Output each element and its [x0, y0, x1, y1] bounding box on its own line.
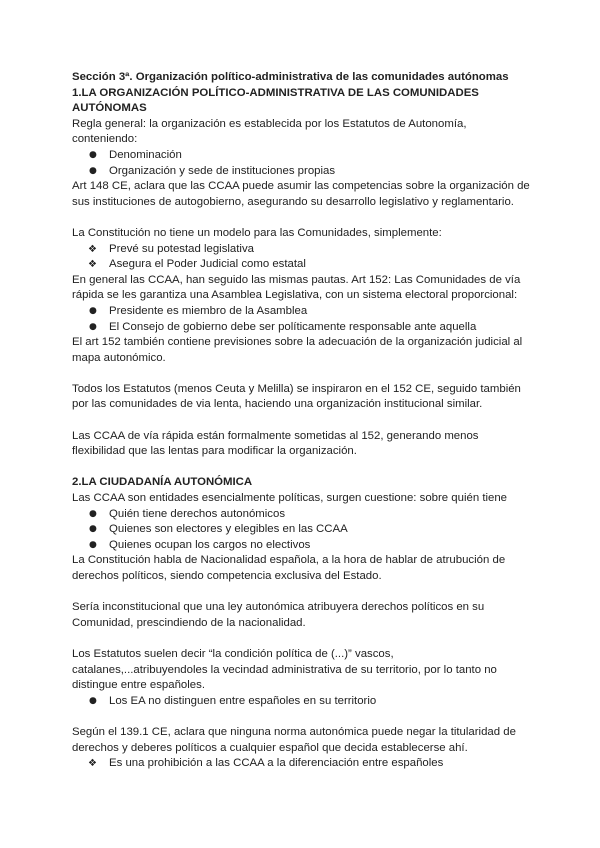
- paragraph-art-152: En general las CCAA, han seguido las mismas pautas. Art 152: Las Comunidades de vía rápida se les garantiza una Asamblea Legislativa, con un sistema electoral proporcional:: [72, 273, 521, 302]
- list-item: ● Quienes son electores y elegibles en las CCAA: [72, 522, 532, 538]
- paragraph-organizacion-judicial: El art 152 también contiene previsiones sobre la adecuación de la organización judicial al mapa autonómico.: [72, 336, 523, 364]
- bullet-dot-icon: ●: [89, 695, 97, 706]
- list-item: ● Organización y sede de instituciones propias: [72, 164, 532, 180]
- paragraph-via-rapida: Las CCAA de vía rápida están formalmente sometidas al 152, generando menos flexibilidad que las lentas para modificar la organización.: [72, 429, 479, 458]
- bullet-dot-icon: ●: [89, 305, 97, 316]
- paragraph-art-139: Según el 139.1 CE, aclara que ninguna norma autonómica puede negar la titularidad de derechos y deberes políticos a cualquier español que decida establecerse ahí.: [72, 725, 516, 754]
- bullet-dot-icon: ●: [89, 539, 97, 550]
- diamond-bullet-icon: ❖: [88, 259, 97, 271]
- diamond-list-prohibicion: [72, 756, 532, 772]
- paragraph-art-148: Art 148 CE, aclara que las CCAA puede asumir las competencias sobre la organización de sus instituciones de autogobierno, asegurando su desarrollo legislativo y reglamentario.: [72, 180, 530, 208]
- bullet-dot-icon: ●: [89, 508, 97, 519]
- paragraph-constitucion: La Constitución no tiene un modelo para las Comunidades, simplemente:: [72, 226, 442, 239]
- paragraph-regla-general: Regla general: la organización es establecida por los Estatutos de Autonomía, conteniendo:: [72, 117, 467, 146]
- list-item: ● Quién tiene derechos autonómicos: [72, 507, 532, 523]
- paragraph-entidades-politicas: Las CCAA son entidades esencialmente políticas, surgen cuestione: sobre quién tiene: [72, 492, 508, 505]
- bullet-dot-icon: ●: [89, 321, 97, 332]
- diamond-bullet-icon: ❖: [88, 758, 97, 770]
- diamond-list-constitucion: [72, 242, 532, 273]
- paragraph-estatutos: Todos los Estatutos (menos Ceuta y Melilla) se inspiraron en el 152 CE, seguido también por las comunidades de via lenta, haciendo una organización institucional similar.: [72, 382, 521, 411]
- list-item: ● Los EA no distinguen entre españoles en su territorio: [72, 694, 532, 710]
- heading-organizacion: 1.LA ORGANIZACIÓN POLÍTICO-ADMINISTRATIVA DE LAS COMUNIDADES AUTÓNOMAS: [72, 86, 479, 115]
- bullet-list-cuestiones: [72, 507, 532, 554]
- bullet-list-asamblea: [72, 304, 532, 335]
- list-item: ❖ Asegura el Poder Judicial como estatal: [72, 257, 532, 273]
- diamond-bullet-icon: ❖: [88, 243, 97, 255]
- paragraph-condicion-politica: Los Estatutos suelen decir “la condición política de (...)” vascos, catalanes,...atribuyendoles la vecindad administrativa de su territorio, por lo tanto no distingue entre españoles.: [72, 647, 497, 692]
- list-item: ● Denominación: [72, 148, 532, 164]
- bullet-dot-icon: ●: [89, 165, 97, 176]
- paragraph-nacionalidad: La Constitución habla de Nacionalidad española, a la hora de hablar de atrubución de derechos políticos, siendo competencia exclusiva del Estado.: [72, 554, 506, 582]
- heading-ciudadania: 2.LA CIUDADANÍA AUTONÓMICA: [72, 476, 253, 489]
- bullet-list-ea: [72, 694, 532, 710]
- bullet-dot-icon: ●: [89, 149, 97, 160]
- bullet-list-estatutos: [72, 148, 532, 179]
- list-item: ● El Consejo de gobierno debe ser políticamente responsable ante aquella: [72, 320, 532, 336]
- list-item: ❖ Prevé su potestad legislativa: [72, 242, 532, 258]
- list-item: ● Presidente es miembro de la Asamblea: [72, 304, 532, 320]
- list-item: ● Quienes ocupan los cargos no electivos: [72, 538, 532, 554]
- section-title: Sección 3ª. Organización político-administrativa de las comunidades autónomas: [72, 71, 509, 83]
- bullet-dot-icon: ●: [89, 524, 97, 535]
- document-page: [72, 70, 532, 772]
- list-item: ❖ Es una prohibición a las CCAA a la diferenciación entre españoles: [72, 756, 532, 772]
- paragraph-inconstitucional: Sería inconstitucional que una ley autonómica atribuyera derechos políticos en su Comunidad, prescindiendo de la nacionalidad.: [72, 601, 485, 629]
